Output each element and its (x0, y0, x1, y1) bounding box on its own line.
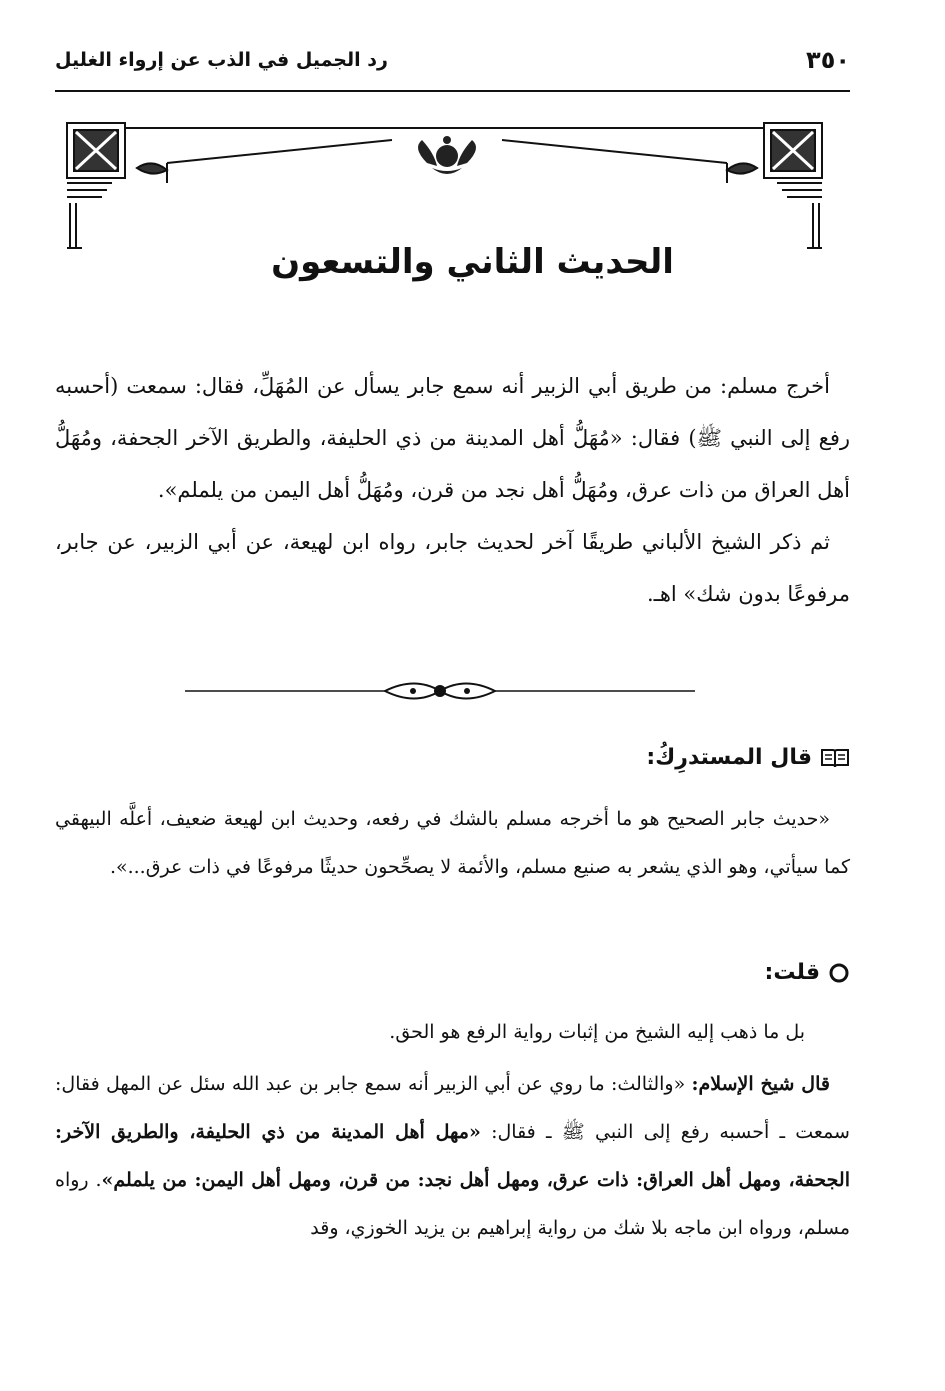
shaykh-bold-hadith: «مهل أهل المدينة من ذي الحليفة، والطريق الآخر: الجحفة، ومهل أهل العراق: ذات عرق، ومهل أهل نجد: من قرن، ومهل أهل اليمن: من يلملم» (55, 1121, 850, 1191)
qultu-heading-label: قلت: (764, 960, 820, 985)
center-flourish (418, 136, 476, 174)
shaykh-lead: قال شيخ الإسلام: (691, 1073, 830, 1095)
book-title: رد الجميل في الذب عن إرواء الغليل (55, 49, 388, 71)
left-corner-ornament (67, 123, 125, 248)
quoted-paragraph-1: أخرج مسلم: من طريق أبي الزبير أنه سمع جابر يسأل عن المُهَلِّ، فقال: سمعت (أحسبه رفع إلى النبي ﷺ) فقال: «مُهَلُّ أهل المدينة من ذي الحليفة، والطريق الآخر الجحفة، ومُهَلُّ أهل العراق من ذات عرق، ومُهَلُّ أهل نجد من قرن، ومُهَلُّ أهل اليمن من يلملم». (55, 374, 850, 502)
mustadrik-heading (55, 745, 850, 770)
mustadrik-block (55, 795, 850, 891)
header-rule (55, 90, 850, 92)
shaykh-block (55, 1060, 850, 1252)
quoted-paragraph-2: ثم ذكر الشيخ الألباني طريقًا آخر لحديث جابر، رواه ابن لهيعة، عن أبي الزبير، عن جابر، مرفوعًا بدون شك» اهـ. (55, 530, 850, 606)
qultu-heading (55, 960, 850, 985)
shaykh-text-1: «والثالث: ما روي عن أبي الزبير أنه سمع جابر بن عبد الله سئل عن المهل فقال: سمعت ـ أحسبه رفع إلى النبي ﷺ ـ فقال: (55, 1073, 850, 1143)
mustadrik-heading-label: قال المستدرِكُ: (646, 745, 812, 770)
chapter-title: الحديث الثاني والتسعون (271, 242, 674, 282)
running-header (55, 40, 850, 80)
qultu-text: بل ما ذهب إليه الشيخ من إثبات رواية الرفع هو الحق. (389, 1021, 805, 1043)
section-divider-ornament (185, 676, 695, 706)
open-book-icon (820, 747, 850, 769)
quoted-hadith-block (55, 360, 850, 620)
circle-marker-icon (828, 962, 850, 984)
shaykh-text-2: . رواه مسلم، ورواه ابن ماجه بلا شك من رواية إبراهيم بن يزيد الخوزي، وقد (55, 1169, 850, 1239)
qultu-block (55, 1008, 850, 1056)
page-number: ٣٥٠ (806, 46, 850, 74)
right-corner-ornament (764, 123, 822, 248)
chapter-ornament-frame (62, 118, 832, 258)
mustadrik-text: «حديث جابر الصحيح هو ما أخرجه مسلم بالشك في رفعه، وحديث ابن لهيعة ضعيف، أعلَّه البيهقي كما سيأتي، وهو الذي يشعر به صنيع مسلم، والأئمة لا يصحِّحون حديثًا مرفوعًا في ذات عرق...». (55, 808, 850, 878)
shaykh-paragraph (55, 1060, 850, 1252)
